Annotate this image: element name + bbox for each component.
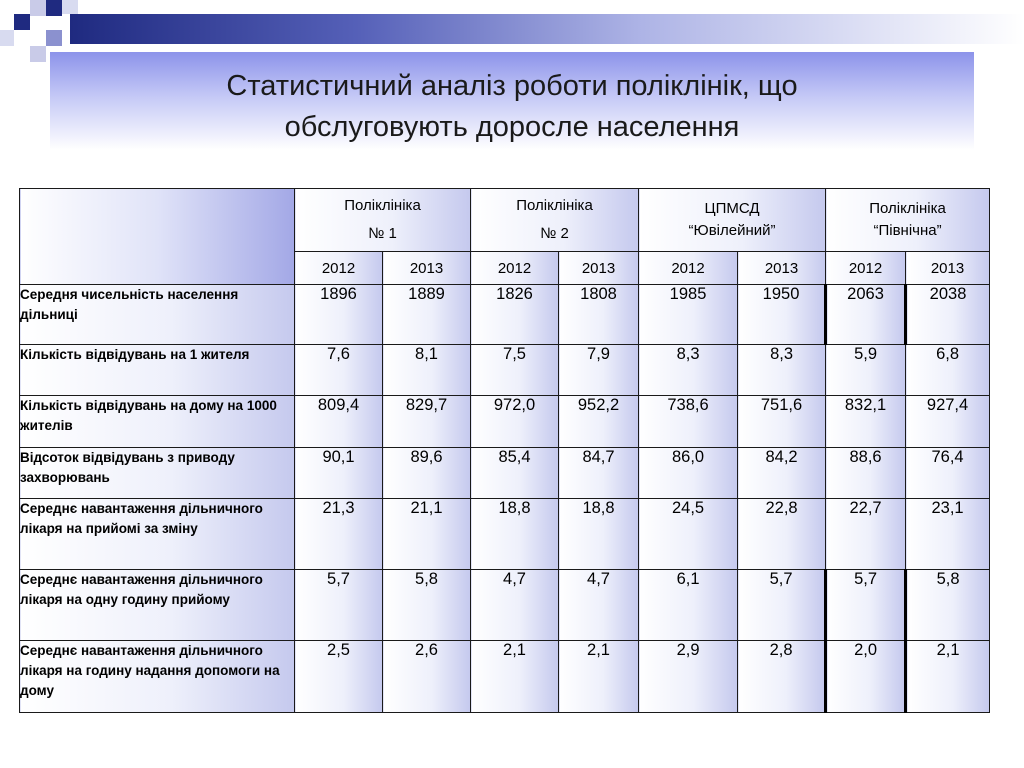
table-cell: 952,2 [559,396,639,448]
year-header: 2013 [906,252,990,285]
table-row [20,285,990,345]
year-header: 2013 [559,252,639,285]
table-cell: 2063 [826,285,906,345]
year-header: 2012 [295,252,383,285]
row-label: Кількість відвідувань на дому на 1000 жителів [20,396,295,448]
table-cell: 24,5 [639,499,738,570]
table-cell: 751,6 [738,396,826,448]
table-cell: 5,7 [295,570,383,641]
table-row [20,448,990,499]
table-cell: 2,5 [295,641,383,713]
row-label: Середнє навантаження дільничного лікаря на годину надання допомоги на дому [20,641,295,713]
table-cell: 1896 [295,285,383,345]
table-cell: 7,5 [471,345,559,396]
clinic-header: ЦПМСД “Ювілейний” [639,189,826,252]
top-accent-bar [70,14,1024,44]
table-cell: 8,3 [738,345,826,396]
table-cell: 1826 [471,285,559,345]
table-row [20,641,990,713]
table-cell: 832,1 [826,396,906,448]
table-cell: 22,7 [826,499,906,570]
row-label: Відсоток відвідувань з приводу захворювань [20,448,295,499]
table-cell: 18,8 [471,499,559,570]
table-cell: 5,7 [826,570,906,641]
table-cell: 5,8 [906,570,990,641]
title-line-2: обслуговують доросле населення [284,111,740,143]
table-cell: 972,0 [471,396,559,448]
table-cell: 2,8 [738,641,826,713]
table-cell: 85,4 [471,448,559,499]
table-cell: 1950 [738,285,826,345]
year-header: 2013 [738,252,826,285]
table-cell: 2,6 [383,641,471,713]
clinic-header: Поліклініка № 1 [295,189,471,252]
table-cell: 2,1 [559,641,639,713]
table-cell: 5,8 [383,570,471,641]
table-cell: 84,2 [738,448,826,499]
table-cell: 89,6 [383,448,471,499]
table-row [20,570,990,641]
table-cell: 6,8 [906,345,990,396]
table-cell: 829,7 [383,396,471,448]
statistics-table [19,188,990,713]
table-cell: 1889 [383,285,471,345]
year-header: 2012 [471,252,559,285]
clinic-header: Поліклініка “Північна” [826,189,990,252]
table-row [20,499,990,570]
table-cell: 6,1 [639,570,738,641]
row-label: Середнє навантаження дільничного лікаря на одну годину прийому [20,570,295,641]
title-line-1: Статистичний аналіз роботи поліклінік, що [226,70,798,102]
table-cell: 8,1 [383,345,471,396]
table-cell: 2038 [906,285,990,345]
table-cell: 2,1 [471,641,559,713]
table-cell: 4,7 [471,570,559,641]
table-cell: 7,9 [559,345,639,396]
table-row [20,396,990,448]
table-cell: 5,9 [826,345,906,396]
table-cell: 2,1 [906,641,990,713]
row-label: Середнє навантаження дільничного лікаря на прийомі за зміну [20,499,295,570]
table-cell: 4,7 [559,570,639,641]
table-cell: 927,4 [906,396,990,448]
table-row [20,345,990,396]
table-cell: 18,8 [559,499,639,570]
table-cell: 90,1 [295,448,383,499]
year-header: 2012 [826,252,906,285]
table-cell: 738,6 [639,396,738,448]
table-cell: 86,0 [639,448,738,499]
clinic-header: Поліклініка № 2 [471,189,639,252]
table-cell: 2,0 [826,641,906,713]
table-cell: 1985 [639,285,738,345]
table-corner-header [20,189,295,285]
table-cell: 5,7 [738,570,826,641]
table-cell: 1808 [559,285,639,345]
table-cell: 7,6 [295,345,383,396]
table-cell: 8,3 [639,345,738,396]
row-label: Кількість відвідувань на 1 жителя [20,345,295,396]
table-cell: 23,1 [906,499,990,570]
table-cell: 809,4 [295,396,383,448]
row-label: Середня чисельність населення дільниці [20,285,295,345]
table-cell: 88,6 [826,448,906,499]
table-cell: 84,7 [559,448,639,499]
year-header: 2013 [383,252,471,285]
year-header: 2012 [639,252,738,285]
table-cell: 2,9 [639,641,738,713]
table-cell: 21,3 [295,499,383,570]
table-cell: 22,8 [738,499,826,570]
table-cell: 76,4 [906,448,990,499]
slide-title [50,66,974,148]
table-cell: 21,1 [383,499,471,570]
